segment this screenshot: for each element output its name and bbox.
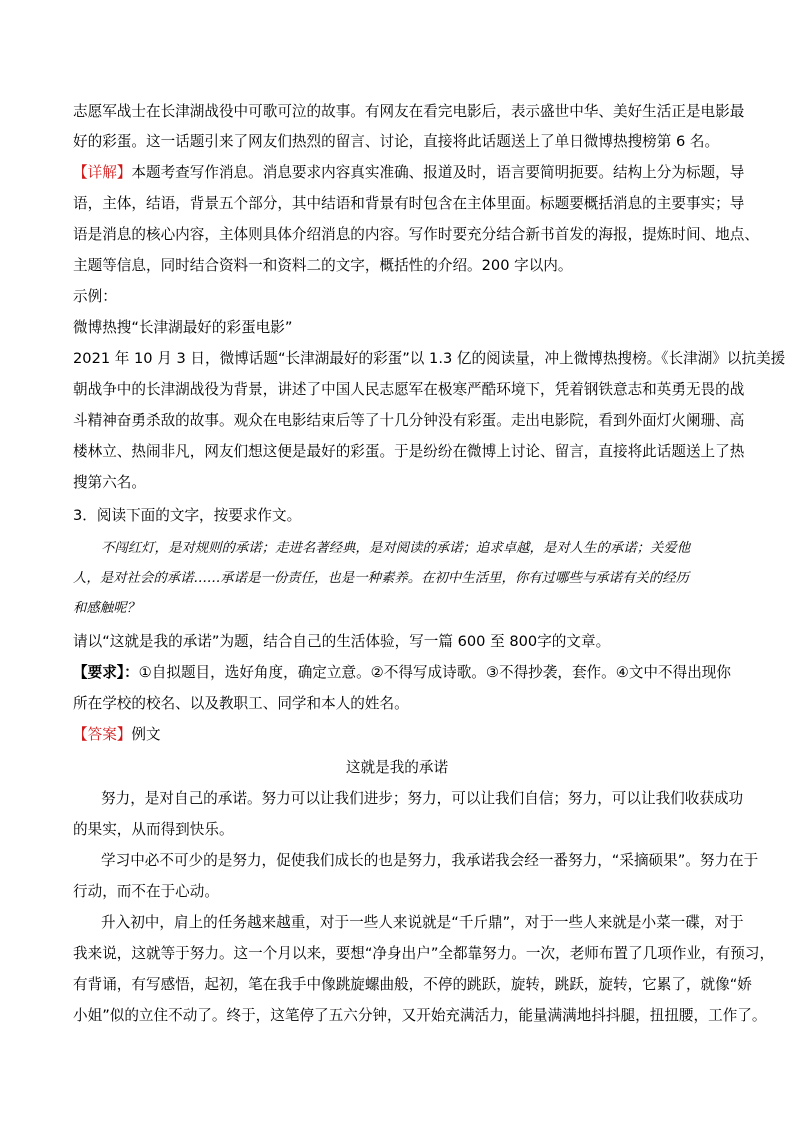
news-line-1: 志愿军战士在长津湖战役中可歌可泣的故事。有网友在看完电影后，表示盛世中华、美好生活正是电影最 bbox=[73, 103, 745, 120]
example-line-5: 搜第六名。 bbox=[73, 474, 146, 491]
example-label: 示例： bbox=[73, 288, 117, 305]
detail-tag: 【详解】 bbox=[73, 164, 132, 181]
requirements-line-1 bbox=[73, 663, 737, 683]
requirements-line-2: 所在学校的校名、以及教职工、同学和本人的姓名。 bbox=[73, 695, 409, 712]
detail-line-3: 语是消息的核心内容，主体则具体介绍消息的内容。写作时要充分结合新书首发的海报，提炼时间、地点、 bbox=[73, 226, 759, 243]
detail-line-2: 语，主体，结语，背景五个部分，其中结语和背景有时包含在主体里面。标题要概括消息的主要事实；导 bbox=[73, 195, 745, 212]
question-3-stem: 3．阅读下面的文字，按要求作文。 bbox=[73, 507, 302, 524]
essay-p3-line-1: 升入初中，肩上的任务越来越重，对于一些人来说就是“千斤鼎”，对于一些人来就是小菜一碟，对于 bbox=[101, 914, 744, 931]
question-3-task: 请以“这就是我的承诺”为题，结合自己的生活体验，写一篇 600 至 800字的文章。 bbox=[73, 633, 611, 650]
material-line-1: 不闯红灯，是对规则的承诺；走进名著经典，是对阅读的承诺；追求卓越，是对人生的承诺；关爱他 bbox=[101, 541, 691, 556]
essay-p3-line-4: 小姐”似的立住不动了。终于，这笔停了五六分钟，又开始充满活力，能量满满地抖抖腿，扭扭腰，工作了。 bbox=[73, 1007, 767, 1024]
requirements-tag: 【要求】： bbox=[73, 664, 139, 681]
essay-p1-line-2: 的果实，从而得到快乐。 bbox=[73, 821, 234, 838]
example-line-3: 斗精神奋勇杀敌的故事。观众在电影结束后等了十几分钟没有彩蛋。走出电影院，看到外面灯火阑珊、高 bbox=[73, 412, 745, 429]
example-line-4: 楼林立、热闹非凡，网友们想这便是最好的彩蛋。于是纷纷在微博上讨论、留言，直接将此话题送上了热 bbox=[73, 443, 745, 460]
detail-text: 本题考查写作消息。消息要求内容真实准确、报道及时，语言要简明扼要。结构上分为标题，导 bbox=[131, 164, 745, 181]
essay-p3-line-3: 有背诵，有写感悟，起初，笔在我手中像跳旋螺曲般，不停的跳跃，旋转，跳跃，旋转，它累了，就像“娇 bbox=[73, 976, 752, 993]
material-line-3: 和感触呢？ bbox=[73, 601, 140, 616]
material-line-2: 人，是对社会的承诺……承诺是一份责任，也是一种素养。在初中生活里，你有过哪些与承诺有关的经历 bbox=[73, 571, 689, 586]
essay-title: 这就是我的承诺 bbox=[345, 759, 449, 776]
answer-line bbox=[73, 725, 737, 745]
detail-line-1 bbox=[73, 163, 745, 183]
essay-p2-line-2: 行动，而不在于心动。 bbox=[73, 883, 219, 900]
essay-p1-line-1: 努力，是对自己的承诺。努力可以让我们进步；努力，可以让我们自信；努力，可以让我们收获成功 bbox=[101, 790, 744, 807]
requirements-text: ①自拟题目，选好角度，确定立意。②不得写成诗歌。③不得抄袭，套作。④文中不得出现你 bbox=[138, 664, 731, 681]
example-line-1: 2021 年 10 月 3 日，微博话题“长津湖最好的彩蛋”以 1.3 亿的阅读量，冲上微博热搜榜。《长津湖》以抗美援 bbox=[73, 350, 786, 367]
example-headline: 微博热搜“长津湖最好的彩蛋电影” bbox=[73, 319, 293, 336]
answer-label: 例文 bbox=[131, 726, 161, 743]
essay-p2-line-1: 学习中必不可少的是努力，促使我们成长的也是努力，我承诺我会经一番努力，“采摘硕果”。努力在于 bbox=[101, 852, 759, 869]
answer-tag: 【答案】 bbox=[73, 726, 132, 743]
example-line-2: 朝战争中的长津湖战役为背景，讲述了中国人民志愿军在极寒严酷环境下，凭着钢铁意志和英勇无畏的战 bbox=[73, 381, 745, 398]
news-line-2: 好的彩蛋。这一话题引来了网友们热烈的留言、讨论，直接将此话题送上了单日微博热搜榜第 6 名。 bbox=[73, 133, 720, 150]
detail-line-4: 主题等信息，同时结合资料一和资料二的文字，概括性的介绍。200 字以内。 bbox=[73, 257, 573, 274]
essay-p3-line-2: 我来说，这就等于努力。这一个月以来，要想“净身出户”全都靠努力。一次，老师布置了几项作业，有预习， bbox=[73, 945, 775, 962]
